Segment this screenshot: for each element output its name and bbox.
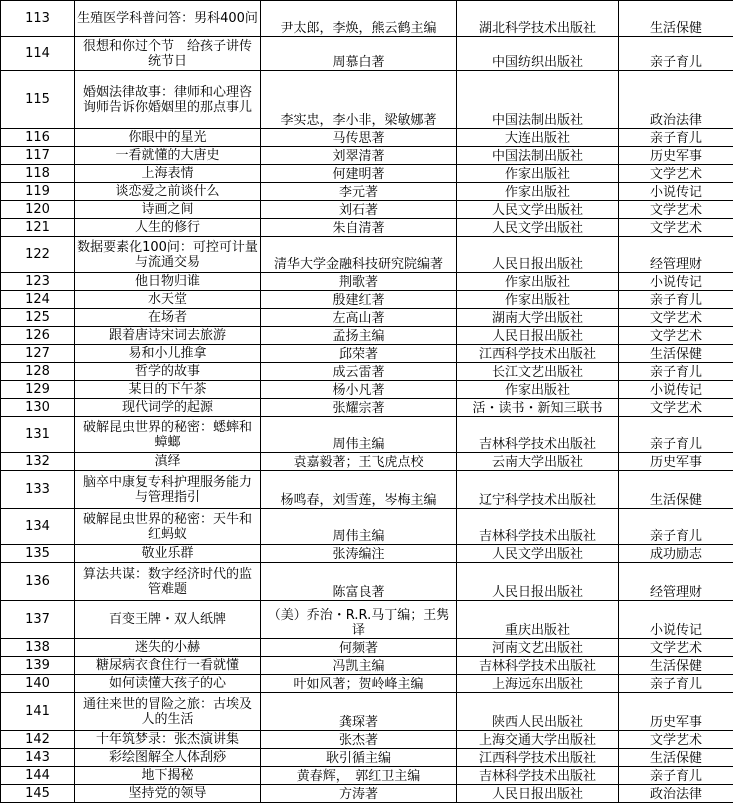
- table-row: [1, 37, 733, 71]
- title-cell[interactable]: 敬业乐群: [75, 545, 261, 563]
- table-row: [1, 471, 733, 509]
- title-cell[interactable]: 糖尿病衣食住行一看就懂: [75, 657, 261, 675]
- title-cell[interactable]: 现代词学的起源: [75, 399, 261, 417]
- table-row: [1, 201, 733, 219]
- title-cell[interactable]: 很想和你过个节 给孩子讲传统节日: [75, 37, 261, 71]
- title-cell[interactable]: 人生的修行: [75, 219, 261, 237]
- publisher-cell[interactable]: 中国法制出版社: [457, 147, 619, 165]
- category-cell[interactable]: 政治法律: [619, 71, 733, 129]
- table-row: [1, 563, 733, 601]
- author-cell[interactable]: 成云雷著: [261, 363, 457, 381]
- author-cell[interactable]: 左高山著: [261, 309, 457, 327]
- author-cell[interactable]: 孟扬主编: [261, 327, 457, 345]
- title-cell[interactable]: 迷失的小赫: [75, 639, 261, 657]
- title-cell[interactable]: 十年筑梦录：张杰演讲集: [75, 731, 261, 749]
- publisher-cell[interactable]: 湖北科学技术出版社: [457, 1, 619, 37]
- row-number-cell[interactable]: 118: [1, 165, 75, 183]
- author-cell[interactable]: 周慕白著: [261, 37, 457, 71]
- publisher-cell[interactable]: 作家出版社: [457, 381, 619, 399]
- author-cell[interactable]: （美）乔治・R.R.马丁编；王隽译: [261, 601, 457, 639]
- category-cell[interactable]: 小说传记: [619, 183, 733, 201]
- row-number-cell[interactable]: 120: [1, 201, 75, 219]
- row-number-cell[interactable]: 116: [1, 129, 75, 147]
- category-cell[interactable]: 亲子育儿: [619, 363, 733, 381]
- publisher-cell[interactable]: 吉林科学技术出版社: [457, 509, 619, 545]
- publisher-cell[interactable]: 辽宁科学技术出版社: [457, 471, 619, 509]
- table-row: [1, 273, 733, 291]
- table-body: [1, 1, 733, 803]
- author-cell[interactable]: 冯凯主编: [261, 657, 457, 675]
- title-cell[interactable]: 在场者: [75, 309, 261, 327]
- table-row: [1, 639, 733, 657]
- title-cell[interactable]: 通往来世的冒险之旅：古埃及人的生活: [75, 693, 261, 731]
- title-cell[interactable]: 地下揭秘: [75, 767, 261, 785]
- row-number-cell[interactable]: 128: [1, 363, 75, 381]
- publisher-cell[interactable]: 人民文学出版社: [457, 201, 619, 219]
- category-cell[interactable]: 亲子育儿: [619, 291, 733, 309]
- category-cell[interactable]: 生活保健: [619, 471, 733, 509]
- title-cell[interactable]: 他日物归谁: [75, 273, 261, 291]
- row-number-cell[interactable]: 124: [1, 291, 75, 309]
- category-cell[interactable]: 生活保健: [619, 657, 733, 675]
- author-cell[interactable]: 张杰著: [261, 731, 457, 749]
- table-row: [1, 129, 733, 147]
- publisher-cell[interactable]: 人民日报出版社: [457, 785, 619, 803]
- publisher-cell[interactable]: 人民日报出版社: [457, 563, 619, 601]
- table-row: [1, 71, 733, 129]
- category-cell[interactable]: 亲子育儿: [619, 675, 733, 693]
- row-number-cell[interactable]: 123: [1, 273, 75, 291]
- author-cell[interactable]: 刘翠清著: [261, 147, 457, 165]
- author-cell[interactable]: 邱荣著: [261, 345, 457, 363]
- row-number-cell[interactable]: 144: [1, 767, 75, 785]
- title-cell[interactable]: 哲学的故事: [75, 363, 261, 381]
- author-cell[interactable]: 马传思著: [261, 129, 457, 147]
- title-cell[interactable]: 一看就懂的大唐史: [75, 147, 261, 165]
- author-cell[interactable]: 杨鸣春，刘雪莲，岑梅主编: [261, 471, 457, 509]
- table-row: [1, 731, 733, 749]
- category-cell[interactable]: 历史军事: [619, 147, 733, 165]
- category-cell[interactable]: 小说传记: [619, 273, 733, 291]
- publisher-cell[interactable]: 中国纺织出版社: [457, 37, 619, 71]
- title-cell[interactable]: 上海表情: [75, 165, 261, 183]
- row-number-cell[interactable]: 143: [1, 749, 75, 767]
- category-cell[interactable]: 小说传记: [619, 601, 733, 639]
- table-row: [1, 1, 733, 37]
- title-cell[interactable]: 水天堂: [75, 291, 261, 309]
- author-cell[interactable]: 方涛著: [261, 785, 457, 803]
- title-cell[interactable]: 如何读懂大孩子的心: [75, 675, 261, 693]
- row-number-cell[interactable]: 132: [1, 453, 75, 471]
- row-number-cell[interactable]: 142: [1, 731, 75, 749]
- publisher-cell[interactable]: 人民文学出版社: [457, 545, 619, 563]
- row-number-cell[interactable]: 141: [1, 693, 75, 731]
- publisher-cell[interactable]: 湖南大学出版社: [457, 309, 619, 327]
- table-row: [1, 237, 733, 273]
- table-row: [1, 327, 733, 345]
- title-cell[interactable]: 算法共谋：数字经济时代的监管难题: [75, 563, 261, 601]
- row-number-cell[interactable]: 125: [1, 309, 75, 327]
- category-cell[interactable]: 生活保健: [619, 345, 733, 363]
- author-cell[interactable]: 袁嘉毅著；王飞虎点校: [261, 453, 457, 471]
- publisher-cell[interactable]: 作家出版社: [457, 183, 619, 201]
- table-row: [1, 219, 733, 237]
- row-number-cell[interactable]: 137: [1, 601, 75, 639]
- publisher-cell[interactable]: 长江文艺出版社: [457, 363, 619, 381]
- row-number-cell[interactable]: 134: [1, 509, 75, 545]
- category-cell[interactable]: 亲子育儿: [619, 129, 733, 147]
- title-cell[interactable]: 破解昆虫世界的秘密：天牛和红蚂蚁: [75, 509, 261, 545]
- author-cell[interactable]: 张耀宗著: [261, 399, 457, 417]
- publisher-cell[interactable]: 吉林科学技术出版社: [457, 767, 619, 785]
- author-cell[interactable]: 朱自清著: [261, 219, 457, 237]
- author-cell[interactable]: 耿引循主编: [261, 749, 457, 767]
- row-number-cell[interactable]: 140: [1, 675, 75, 693]
- row-number-cell[interactable]: 135: [1, 545, 75, 563]
- publisher-cell[interactable]: 上海交通大学出版社: [457, 731, 619, 749]
- author-cell[interactable]: 陈富良著: [261, 563, 457, 601]
- author-cell[interactable]: 尹太郎，李焕，熊云鹤主编: [261, 1, 457, 37]
- row-number-cell[interactable]: 130: [1, 399, 75, 417]
- title-cell[interactable]: 诗画之间: [75, 201, 261, 219]
- row-number-cell[interactable]: 119: [1, 183, 75, 201]
- table-row: [1, 675, 733, 693]
- title-cell[interactable]: 谈恋爱之前谈什么: [75, 183, 261, 201]
- row-number-cell[interactable]: 114: [1, 37, 75, 71]
- title-cell[interactable]: 生殖医学科普问答：男科400问: [75, 1, 261, 37]
- row-number-cell[interactable]: 113: [1, 1, 75, 37]
- title-cell[interactable]: 破解昆虫世界的秘密：蟋蟀和蟑螂: [75, 417, 261, 453]
- author-cell[interactable]: 清华大学金融科技研究院编著: [261, 237, 457, 273]
- category-cell[interactable]: 文学艺术: [619, 399, 733, 417]
- author-cell[interactable]: 荆歌著: [261, 273, 457, 291]
- category-cell[interactable]: 文学艺术: [619, 639, 733, 657]
- title-cell[interactable]: 坚持党的领导: [75, 785, 261, 803]
- publisher-cell[interactable]: 活・读书・新知三联书: [457, 399, 619, 417]
- table-row: [1, 767, 733, 785]
- author-cell[interactable]: 何频著: [261, 639, 457, 657]
- row-number-cell[interactable]: 139: [1, 657, 75, 675]
- title-cell[interactable]: 彩绘图解全人体刮痧: [75, 749, 261, 767]
- category-cell[interactable]: 政治法律: [619, 785, 733, 803]
- row-number-cell[interactable]: 131: [1, 417, 75, 453]
- row-number-cell[interactable]: 126: [1, 327, 75, 345]
- category-cell[interactable]: 文学艺术: [619, 165, 733, 183]
- table-row: [1, 291, 733, 309]
- row-number-cell[interactable]: 122: [1, 237, 75, 273]
- table-row: [1, 453, 733, 471]
- author-cell[interactable]: 龚琛著: [261, 693, 457, 731]
- title-cell[interactable]: 百变王牌・双人纸牌: [75, 601, 261, 639]
- category-cell[interactable]: 文学艺术: [619, 731, 733, 749]
- publisher-cell[interactable]: 作家出版社: [457, 165, 619, 183]
- author-cell[interactable]: 殷建红著: [261, 291, 457, 309]
- category-cell[interactable]: 生活保健: [619, 749, 733, 767]
- row-number-cell[interactable]: 117: [1, 147, 75, 165]
- row-number-cell[interactable]: 121: [1, 219, 75, 237]
- table-row: [1, 785, 733, 803]
- title-cell[interactable]: 某日的下午茶: [75, 381, 261, 399]
- category-cell[interactable]: 文学艺术: [619, 219, 733, 237]
- table-row: [1, 545, 733, 563]
- author-cell[interactable]: 杨小凡著: [261, 381, 457, 399]
- category-cell[interactable]: 亲子育儿: [619, 37, 733, 71]
- row-number-cell[interactable]: 115: [1, 71, 75, 129]
- category-cell[interactable]: 亲子育儿: [619, 767, 733, 785]
- title-cell[interactable]: 你眼中的星光: [75, 129, 261, 147]
- title-cell[interactable]: 跟着唐诗宋词去旅游: [75, 327, 261, 345]
- author-cell[interactable]: 刘石著: [261, 201, 457, 219]
- table-row: [1, 363, 733, 381]
- table-row: [1, 749, 733, 767]
- publisher-cell[interactable]: 上海远东出版社: [457, 675, 619, 693]
- category-cell[interactable]: 文学艺术: [619, 201, 733, 219]
- publisher-cell[interactable]: 人民日报出版社: [457, 237, 619, 273]
- title-cell[interactable]: 易和小儿推拿: [75, 345, 261, 363]
- publisher-cell[interactable]: 陕西人民出版社: [457, 693, 619, 731]
- row-number-cell[interactable]: 138: [1, 639, 75, 657]
- category-cell[interactable]: 文学艺术: [619, 327, 733, 345]
- row-number-cell[interactable]: 127: [1, 345, 75, 363]
- row-number-cell[interactable]: 145: [1, 785, 75, 803]
- table-row: [1, 417, 733, 453]
- title-cell[interactable]: 脑卒中康复专科护理服务能力与管理指引: [75, 471, 261, 509]
- category-cell[interactable]: 亲子育儿: [619, 417, 733, 453]
- table-row: [1, 657, 733, 675]
- publisher-cell[interactable]: 人民日报出版社: [457, 327, 619, 345]
- publisher-cell[interactable]: 吉林科学技术出版社: [457, 657, 619, 675]
- table-row: [1, 345, 733, 363]
- row-number-cell[interactable]: 136: [1, 563, 75, 601]
- publisher-cell[interactable]: 河南文艺出版社: [457, 639, 619, 657]
- publisher-cell[interactable]: 人民文学出版社: [457, 219, 619, 237]
- category-cell[interactable]: 小说传记: [619, 381, 733, 399]
- title-cell[interactable]: 婚姻法律故事：律师和心理咨询师告诉你婚姻里的那点事儿: [75, 71, 261, 129]
- table-row: [1, 183, 733, 201]
- author-cell[interactable]: 叶如风著；贺岭峰主编: [261, 675, 457, 693]
- row-number-cell[interactable]: 129: [1, 381, 75, 399]
- publisher-cell[interactable]: 大连出版社: [457, 129, 619, 147]
- category-cell[interactable]: 历史军事: [619, 693, 733, 731]
- category-cell[interactable]: 经管理财: [619, 237, 733, 273]
- row-number-cell[interactable]: 133: [1, 471, 75, 509]
- publisher-cell[interactable]: 重庆出版社: [457, 601, 619, 639]
- table-row: [1, 147, 733, 165]
- table-row: [1, 601, 733, 639]
- publisher-cell[interactable]: 作家出版社: [457, 273, 619, 291]
- table-row: [1, 309, 733, 327]
- publisher-cell[interactable]: 中国法制出版社: [457, 71, 619, 129]
- author-cell[interactable]: 黄春辉， 郭红卫主编: [261, 767, 457, 785]
- author-cell[interactable]: 张涛编注: [261, 545, 457, 563]
- author-cell[interactable]: 李实忠，李小非，梁敏娜著: [261, 71, 457, 129]
- publisher-cell[interactable]: 吉林科学技术出版社: [457, 417, 619, 453]
- publisher-cell[interactable]: 江西科学技术出版社: [457, 749, 619, 767]
- publisher-cell[interactable]: 云南大学出版社: [457, 453, 619, 471]
- author-cell[interactable]: 何建明著: [261, 165, 457, 183]
- publisher-cell[interactable]: 江西科学技术出版社: [457, 345, 619, 363]
- author-cell[interactable]: 周伟主编: [261, 509, 457, 545]
- category-cell[interactable]: 文学艺术: [619, 309, 733, 327]
- category-cell[interactable]: 亲子育儿: [619, 509, 733, 545]
- author-cell[interactable]: 李元著: [261, 183, 457, 201]
- author-cell[interactable]: 周伟主编: [261, 417, 457, 453]
- table-row: [1, 165, 733, 183]
- category-cell[interactable]: 生活保健: [619, 1, 733, 37]
- title-cell[interactable]: 数据要素化100问：可控可计量与流通交易: [75, 237, 261, 273]
- category-cell[interactable]: 成功励志: [619, 545, 733, 563]
- table-row: [1, 381, 733, 399]
- publisher-cell[interactable]: 作家出版社: [457, 291, 619, 309]
- category-cell[interactable]: 经管理财: [619, 563, 733, 601]
- category-cell[interactable]: 历史军事: [619, 453, 733, 471]
- table-row: [1, 693, 733, 731]
- table-row: [1, 399, 733, 417]
- table-row: [1, 509, 733, 545]
- title-cell[interactable]: 滇绎: [75, 453, 261, 471]
